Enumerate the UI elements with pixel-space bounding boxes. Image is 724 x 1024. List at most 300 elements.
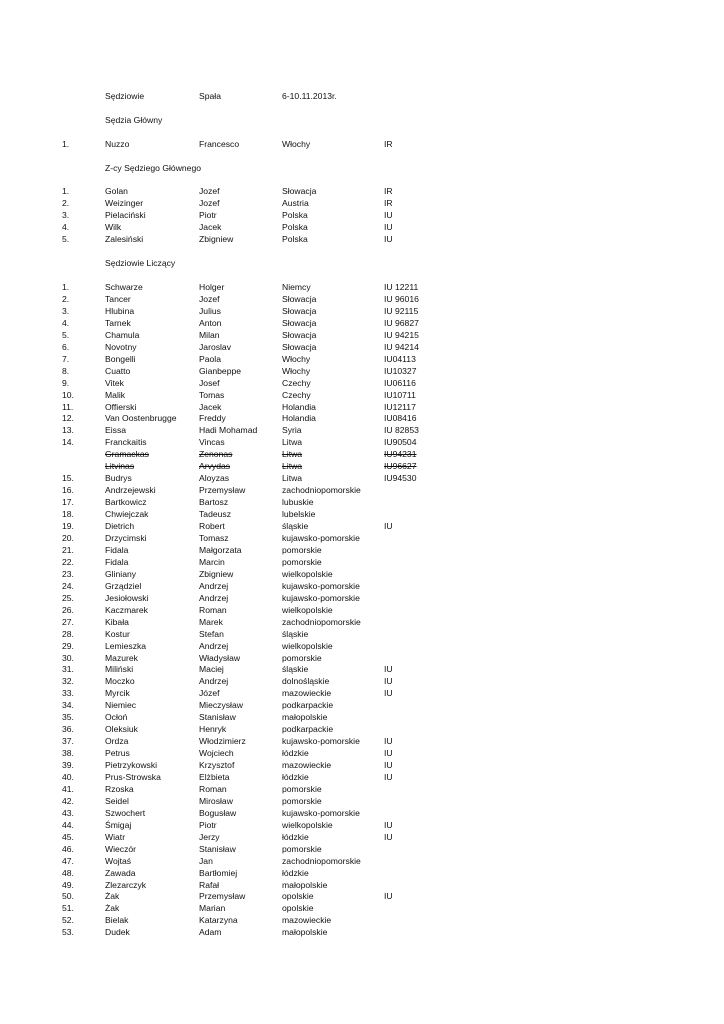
cell-licence: IU [384, 748, 393, 758]
cell-region: małopolskie [282, 712, 328, 723]
table-row [0, 520, 724, 532]
cell-surname: Budrys [105, 473, 132, 484]
cell-licence: IU12117 [384, 401, 416, 412]
cell-lp: 42. [62, 795, 74, 806]
table-row [0, 556, 724, 568]
cell-firstname: Krzysztof [199, 760, 235, 770]
cell-surname: Weizinger [105, 197, 144, 208]
cell-region: Polska [282, 221, 308, 232]
section-heading [0, 257, 724, 269]
cell-firstname: Jan [199, 855, 213, 866]
cell-region: zachodniopomorskie [282, 616, 361, 627]
cell-region: Słowacja [282, 305, 317, 316]
table-row [0, 401, 724, 413]
cell-lp: 13. [62, 425, 74, 436]
cell-surname: Bartkowicz [105, 497, 147, 508]
cell-region: Słowacja [282, 341, 317, 352]
cell-surname: Prus-Strowska [105, 772, 161, 782]
cell-firstname: Arvydas [199, 461, 231, 472]
cell-firstname: Piotr [199, 819, 217, 830]
cell-region: łódzkie [282, 867, 309, 878]
cell-lp: 4. [62, 221, 70, 232]
table-row [0, 305, 724, 317]
cell-surname: Petrus [105, 748, 130, 758]
table-row [0, 890, 724, 902]
cell-lp: 52. [62, 915, 74, 926]
cell-region: zachodniopomorskie [282, 855, 361, 866]
table-row [0, 759, 724, 771]
cell-region: dolnośląskie [282, 676, 330, 687]
cell-surname: Hlubina [105, 305, 135, 316]
cell-region: kujawsko-pomorskie [282, 580, 360, 591]
section-heading [0, 162, 724, 174]
cell-firstname: Jerzy [199, 831, 220, 842]
cell-lp: 48. [62, 867, 74, 878]
cell-lp: 5. [62, 329, 70, 340]
cell-surname: Miliński [105, 664, 134, 675]
cell-lp: 12. [62, 413, 74, 424]
cell-firstname: Włodzimierz [199, 736, 246, 747]
cell-region: wielkopolskie [282, 819, 333, 830]
cell-lp: 9. [62, 377, 70, 388]
cell-firstname: Małgorzata [199, 544, 242, 555]
cell-licence: IU94530 [384, 473, 417, 484]
cell-region: podkarpackie [282, 724, 334, 735]
table-row [0, 197, 724, 209]
table-row [0, 389, 724, 401]
cell-region: łódzkie [282, 772, 309, 782]
cell-surname: Golan [105, 186, 128, 196]
cell-lp: 25. [62, 592, 74, 603]
cell-lp: 34. [62, 700, 74, 711]
cell-licence: IU [384, 736, 393, 747]
cell-firstname: Stanisław [199, 843, 236, 854]
cell-region: Litwa [282, 473, 303, 484]
cell-firstname: Vincas [199, 437, 225, 448]
cell-surname: Grządziel [105, 580, 142, 591]
cell-lp: 51. [62, 903, 74, 914]
cell-firstname: Paola [199, 353, 221, 364]
cell-firstname: Roman [199, 604, 227, 615]
cell-region: lubuskie [282, 497, 314, 508]
cell-region: pomorskie [282, 556, 322, 567]
table-row [0, 747, 724, 759]
cell-firstname: Elżbieta [199, 772, 230, 782]
cell-region: Słowacja [282, 329, 317, 340]
cell-region: Holandia [282, 401, 316, 412]
header-row [0, 90, 724, 102]
cell-surname: Chamula [105, 329, 140, 340]
cell-licence: IU90504 [384, 437, 417, 448]
cell-region: Holandia [282, 413, 316, 424]
cell-surname: Offierski [105, 401, 137, 412]
cell-region: wielkopolskie [282, 640, 333, 651]
cell-firstname: Jozef [199, 186, 220, 196]
cell-firstname: Mieczysław [199, 700, 243, 711]
cell-firstname: Józef [199, 688, 220, 699]
cell-surname: Wieczór [105, 843, 137, 854]
cell-firstname: Francesco [199, 139, 240, 149]
cell-surname: Wilk [105, 221, 122, 232]
cell-surname: Chwiejczak [105, 509, 149, 519]
cell-lp: 32. [62, 676, 74, 687]
cell-firstname: Zenonas [199, 449, 233, 460]
cell-firstname: Władysław [199, 652, 241, 663]
cell-firstname: Andrzej [199, 676, 229, 687]
table-row [0, 914, 724, 926]
cell-firstname: Tomasz [199, 533, 229, 543]
table-row [0, 855, 724, 867]
cell-firstname: Jacek [199, 221, 222, 232]
cell-firstname: Andrzej [199, 640, 229, 651]
cell-lp: 5. [62, 233, 70, 244]
cell-lp: 27. [62, 616, 74, 627]
cell-lp: 44. [62, 819, 74, 830]
cell-region: Syria [282, 425, 302, 436]
cell-firstname: Bogusław [199, 807, 237, 818]
cell-surname: Niemiec [105, 700, 137, 711]
cell-licence: IU06116 [384, 377, 416, 388]
cell-region: kujawsko-pomorskie [282, 533, 360, 543]
table-row [0, 795, 724, 807]
cell-lp: 35. [62, 712, 74, 723]
cell-licence: IU96627 [384, 461, 417, 472]
cell-lp: 28. [62, 628, 74, 639]
section-heading-text: Sędziowie Liczący [105, 258, 176, 268]
table-row [0, 317, 724, 329]
section-heading-text: Z-cy Sędziego Głównego [105, 163, 202, 173]
table-row [0, 377, 724, 389]
cell-lp: 18. [62, 509, 74, 519]
cell-region: mazowieckie [282, 760, 332, 770]
cell-region: Polska [282, 233, 308, 244]
cell-region: mazowieckie [282, 688, 332, 699]
cell-surname: Wiatr [105, 831, 126, 842]
cell-region: kujawsko-pomorskie [282, 807, 360, 818]
cell-region: kujawsko-pomorskie [282, 592, 360, 603]
cell-surname: Żak [105, 903, 120, 914]
cell-lp: 19. [62, 521, 74, 531]
cell-surname: Mazurek [105, 652, 138, 663]
table-row [0, 365, 724, 377]
cell-region: kujawsko-pomorskie [282, 736, 360, 747]
cell-lp: 16. [62, 485, 74, 496]
cell-licence: IU 96016 [384, 293, 419, 304]
cell-licence: IU [384, 221, 393, 232]
cell-surname: Lemieszka [105, 640, 147, 651]
table-row [0, 436, 724, 448]
cell-licence: IU [384, 831, 393, 842]
cell-lp: 41. [62, 783, 74, 794]
cell-surname: Tarnek [105, 317, 131, 328]
cell-firstname: Tomas [199, 389, 225, 400]
table-row [0, 544, 724, 556]
header-dates: 6-10.11.2013r. [282, 91, 337, 101]
table-row [0, 902, 724, 914]
cell-firstname: Robert [199, 521, 225, 531]
cell-surname: Franckaitis [105, 437, 147, 448]
cell-firstname: Tadeusz [199, 509, 232, 519]
cell-region: Litwa [282, 461, 303, 472]
cell-licence: IU [384, 209, 393, 220]
table-row [0, 926, 724, 938]
cell-firstname: Freddy [199, 413, 226, 424]
cell-region: łódzkie [282, 831, 309, 842]
cell-licence: IU [384, 688, 393, 699]
cell-region: Słowacja [282, 317, 317, 328]
table-row [0, 879, 724, 891]
cell-region: Słowacja [282, 186, 317, 196]
cell-region: lubelskie [282, 509, 316, 519]
cell-region: opolskie [282, 891, 314, 902]
cell-lp: 43. [62, 807, 74, 818]
cell-licence: IU10711 [384, 389, 416, 400]
table-row [0, 329, 724, 341]
table-row [0, 771, 724, 783]
cell-surname: Żak [105, 891, 120, 902]
cell-licence: IU [384, 676, 393, 687]
cell-surname: Kostur [105, 628, 130, 639]
cell-lp: 29. [62, 640, 74, 651]
cell-firstname: Bartłomiej [199, 867, 238, 878]
cell-lp: 3. [62, 209, 70, 220]
cell-licence: IU [384, 521, 393, 531]
cell-region: podkarpackie [282, 700, 334, 711]
cell-licence: IU04113 [384, 353, 416, 364]
cell-firstname: Andrzej [199, 592, 229, 603]
table-row [0, 472, 724, 484]
cell-region: pomorskie [282, 783, 322, 794]
table-row [0, 448, 724, 460]
cell-licence: IR [384, 186, 393, 196]
table-row [0, 412, 724, 424]
cell-surname: Szwochert [105, 807, 146, 818]
cell-surname: Seidel [105, 795, 129, 806]
cell-surname: Jesiołowski [105, 592, 149, 603]
cell-region: Niemcy [282, 282, 311, 292]
cell-region: pomorskie [282, 843, 322, 854]
cell-region: Litwa [282, 449, 303, 460]
cell-firstname: Josef [199, 377, 220, 388]
cell-region: śląskie [282, 664, 309, 675]
cell-lp: 40. [62, 772, 74, 782]
table-row [0, 580, 724, 592]
cell-firstname: Jozef [199, 197, 220, 208]
table-row [0, 424, 724, 436]
header-place: Spała [199, 91, 221, 101]
cell-surname: Fidala [105, 556, 129, 567]
cell-surname: Kaczmarek [105, 604, 148, 615]
table-row [0, 532, 724, 544]
table-row [0, 867, 724, 879]
cell-firstname: Milan [199, 329, 220, 340]
table-row [0, 819, 724, 831]
cell-surname: Śmigaj [105, 819, 132, 830]
cell-firstname: Przemysław [199, 485, 246, 496]
cell-region: łódzkie [282, 748, 309, 758]
table-row [0, 341, 724, 353]
cell-surname: Bielak [105, 915, 129, 926]
cell-firstname: Bartosz [199, 497, 229, 508]
cell-surname: Myrcik [105, 688, 130, 699]
cell-region: Litwa [282, 437, 303, 448]
cell-lp: 4. [62, 317, 70, 328]
table-row [0, 233, 724, 245]
cell-firstname: Gianbeppe [199, 365, 242, 376]
cell-surname: Oleksiuk [105, 724, 138, 735]
cell-surname: Malik [105, 389, 126, 400]
table-row [0, 293, 724, 305]
cell-lp: 11. [62, 401, 74, 412]
cell-lp: 1. [62, 282, 70, 292]
cell-lp: 8. [62, 365, 70, 376]
cell-firstname: Marcin [199, 556, 225, 567]
cell-lp: 33. [62, 688, 74, 699]
cell-surname: Vitek [105, 377, 124, 388]
cell-surname: Zalesiński [105, 233, 144, 244]
section-heading [0, 114, 724, 126]
cell-region: Włochy [282, 365, 311, 376]
cell-firstname: Marian [199, 903, 226, 914]
cell-region: Włochy [282, 353, 311, 364]
table-row [0, 460, 724, 472]
cell-licence: IU 94215 [384, 329, 419, 340]
cell-lp: 47. [62, 855, 74, 866]
cell-surname: Bongelli [105, 353, 136, 364]
cell-lp: 36. [62, 724, 74, 735]
cell-surname: Cuatto [105, 365, 131, 376]
cell-region: Słowacja [282, 293, 317, 304]
cell-firstname: Piotr [199, 209, 217, 220]
table-row [0, 185, 724, 197]
table-row [0, 484, 724, 496]
cell-lp: 20. [62, 533, 74, 543]
table-row [0, 723, 724, 735]
cell-region: wielkopolskie [282, 604, 333, 615]
cell-firstname: Stanisław [199, 712, 236, 723]
cell-surname: Dietrich [105, 521, 135, 531]
cell-licence: IU08416 [384, 413, 417, 424]
cell-region: śląskie [282, 628, 309, 639]
cell-firstname: Zbigniew [199, 233, 234, 244]
cell-surname: Gramackas [105, 449, 149, 460]
cell-surname: Wojtaś [105, 855, 132, 866]
cell-firstname: Andrzej [199, 580, 229, 591]
table-row [0, 663, 724, 675]
cell-region: Czechy [282, 377, 311, 388]
table-row [0, 711, 724, 723]
cell-lp: 1. [62, 186, 70, 196]
cell-lp: 21. [62, 544, 74, 555]
cell-surname: Dudek [105, 927, 130, 938]
table-row [0, 604, 724, 616]
cell-surname: Pietrzykowski [105, 760, 158, 770]
cell-lp: 50. [62, 891, 74, 902]
table-row [0, 209, 724, 221]
cell-firstname: Rafał [199, 879, 220, 890]
cell-licence: IU 96827 [384, 317, 419, 328]
cell-lp: 14. [62, 437, 74, 448]
cell-region: mazowieckie [282, 915, 332, 926]
cell-firstname: Adam [199, 927, 222, 938]
cell-lp: 17. [62, 497, 74, 508]
cell-firstname: Katarzyna [199, 915, 238, 926]
cell-firstname: Marek [199, 616, 223, 627]
cell-region: pomorskie [282, 544, 322, 555]
cell-firstname: Anton [199, 317, 222, 328]
cell-lp: 39. [62, 760, 74, 770]
cell-surname: Drzycimski [105, 533, 147, 543]
cell-licence: IU [384, 772, 393, 782]
cell-lp: 46. [62, 843, 74, 854]
cell-lp: 2. [62, 197, 70, 208]
cell-licence: IU 92115 [384, 305, 419, 316]
cell-region: Polska [282, 209, 308, 220]
cell-firstname: Jacek [199, 401, 222, 412]
cell-region: pomorskie [282, 652, 322, 663]
cell-licence: IU 82853 [384, 425, 419, 436]
table-row [0, 687, 724, 699]
cell-region: Włochy [282, 139, 311, 149]
cell-lp: 3. [62, 305, 70, 316]
cell-licence: IR [384, 139, 393, 149]
cell-licence: IR [384, 197, 393, 208]
cell-lp: 30. [62, 652, 74, 663]
section-heading-text: Sędzia Główny [105, 115, 163, 125]
cell-firstname: Stefan [199, 628, 224, 639]
cell-surname: Pielaciński [105, 209, 146, 220]
table-row [0, 353, 724, 365]
table-row [0, 508, 724, 520]
cell-lp: 22. [62, 556, 74, 567]
table-row [0, 735, 724, 747]
cell-firstname: Wojciech [199, 748, 234, 758]
cell-firstname: Aloyzas [199, 473, 230, 484]
table-row [0, 221, 724, 233]
cell-licence: IU 12211 [384, 282, 419, 292]
table-row [0, 281, 724, 293]
table-row [0, 616, 724, 628]
cell-lp: 26. [62, 604, 74, 615]
cell-lp: 38. [62, 748, 74, 758]
table-row [0, 652, 724, 664]
cell-surname: Zlezarczyk [105, 879, 147, 890]
cell-surname: Van Oostenbrugge [105, 413, 177, 424]
table-row [0, 496, 724, 508]
cell-firstname: Julius [199, 305, 221, 316]
cell-licence: IU [384, 664, 393, 675]
cell-firstname: Mirosław [199, 795, 233, 806]
cell-surname: Gliniany [105, 568, 137, 579]
cell-lp: 53. [62, 927, 74, 938]
cell-lp: 10. [62, 389, 74, 400]
cell-region: opolskie [282, 903, 314, 914]
cell-firstname: Holger [199, 282, 225, 292]
cell-surname: Kibała [105, 616, 129, 627]
cell-surname: Nuzzo [105, 139, 130, 149]
cell-licence: IU94231 [384, 449, 417, 460]
cell-lp: 37. [62, 736, 74, 747]
header-title: Sędziowie [105, 91, 145, 101]
cell-licence: IU [384, 819, 393, 830]
cell-firstname: Jozef [199, 293, 220, 304]
cell-region: Czechy [282, 389, 311, 400]
cell-lp: 23. [62, 568, 74, 579]
table-row [0, 831, 724, 843]
table-row [0, 640, 724, 652]
cell-surname: Litvinas [105, 461, 135, 472]
cell-licence: IU10327 [384, 365, 417, 376]
